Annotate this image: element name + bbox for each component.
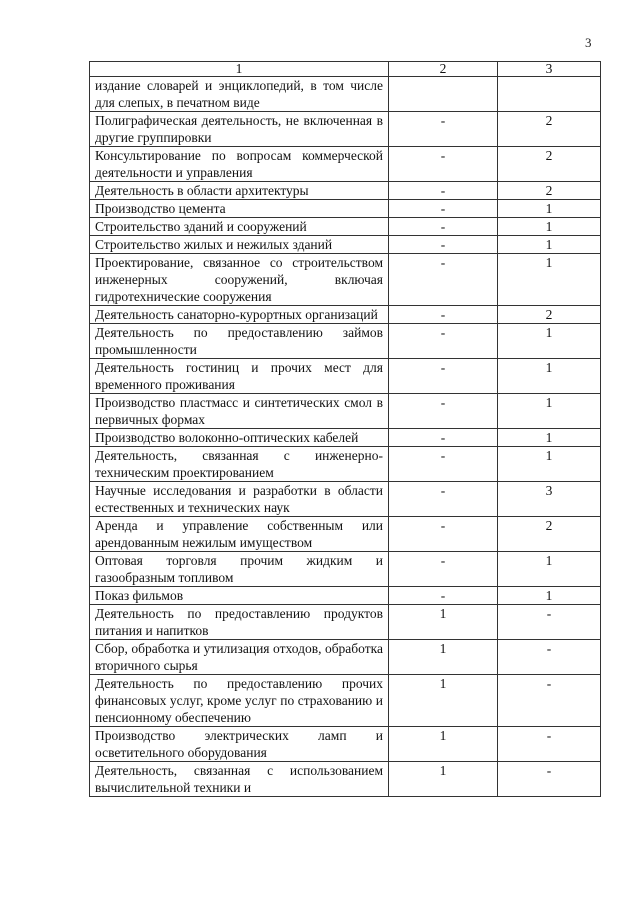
activity-name-cell: Научные исследования и разработки в области естественных и технических наук xyxy=(90,482,389,517)
column-2-value: - xyxy=(389,112,498,147)
column-header-1: 1 xyxy=(90,62,389,77)
table-row xyxy=(90,112,601,147)
table-row xyxy=(90,675,601,727)
column-3-value: 1 xyxy=(498,587,601,605)
activity-name-cell: Консультирование по вопросам коммерческой деятельности и управления xyxy=(90,147,389,182)
table-row xyxy=(90,359,601,394)
column-2-value xyxy=(389,77,498,112)
activity-name-cell: Деятельность санаторно-курортных организаций xyxy=(90,306,389,324)
activity-name-cell: Сбор, обработка и утилизация отходов, обработка вторичного сырья xyxy=(90,640,389,675)
table-row xyxy=(90,236,601,254)
column-3-value: - xyxy=(498,640,601,675)
table-row xyxy=(90,429,601,447)
column-3-value: - xyxy=(498,727,601,762)
column-2-value: - xyxy=(389,182,498,200)
column-3-value: 3 xyxy=(498,482,601,517)
column-2-value: - xyxy=(389,359,498,394)
column-2-value: 1 xyxy=(389,675,498,727)
table-row xyxy=(90,482,601,517)
column-3-value: - xyxy=(498,762,601,797)
table-row xyxy=(90,306,601,324)
column-2-value: 1 xyxy=(389,762,498,797)
activity-name-cell: Строительство жилых и нежилых зданий xyxy=(90,236,389,254)
table-row xyxy=(90,517,601,552)
table-row xyxy=(90,200,601,218)
column-3-value: 1 xyxy=(498,552,601,587)
table-row xyxy=(90,254,601,306)
table-row xyxy=(90,587,601,605)
column-3-value: 1 xyxy=(498,218,601,236)
table-row xyxy=(90,77,601,112)
table-row xyxy=(90,447,601,482)
activity-name-cell: Деятельность по предоставлению займов промышленности xyxy=(90,324,389,359)
column-3-value: - xyxy=(498,675,601,727)
column-2-value: 1 xyxy=(389,727,498,762)
table-row xyxy=(90,394,601,429)
table-row xyxy=(90,324,601,359)
activity-name-cell: Проектирование, связанное со строительством инженерных сооружений, включая гидротехнические сооружения xyxy=(90,254,389,306)
table-row xyxy=(90,762,601,797)
table-header-row xyxy=(90,62,601,77)
activity-name-cell: Деятельность, связанная с использованием вычислительной техники и xyxy=(90,762,389,797)
column-2-value: - xyxy=(389,587,498,605)
table-row xyxy=(90,218,601,236)
column-2-value: - xyxy=(389,552,498,587)
column-2-value: 1 xyxy=(389,640,498,675)
table-row xyxy=(90,605,601,640)
column-header-2: 2 xyxy=(389,62,498,77)
activity-name-cell: Деятельность по предоставлению продуктов питания и напитков xyxy=(90,605,389,640)
activity-name-cell: Деятельность в области архитектуры xyxy=(90,182,389,200)
column-2-value: - xyxy=(389,147,498,182)
column-2-value: - xyxy=(389,306,498,324)
table-row xyxy=(90,552,601,587)
column-2-value: - xyxy=(389,394,498,429)
column-2-value: 1 xyxy=(389,605,498,640)
table-row xyxy=(90,147,601,182)
table-row xyxy=(90,727,601,762)
activity-name-cell: Аренда и управление собственным или арендованным нежилым имуществом xyxy=(90,517,389,552)
activity-name-cell: Показ фильмов xyxy=(90,587,389,605)
activity-name-cell: Производство электрических ламп и осветительного оборудования xyxy=(90,727,389,762)
column-3-value: - xyxy=(498,605,601,640)
activity-name-cell: Деятельность, связанная с инженерно-техническим проектированием xyxy=(90,447,389,482)
activity-name-cell: Полиграфическая деятельность, не включенная в другие группировки xyxy=(90,112,389,147)
column-3-value xyxy=(498,77,601,112)
column-3-value: 1 xyxy=(498,429,601,447)
activity-name-cell: Деятельность гостиниц и прочих мест для временного проживания xyxy=(90,359,389,394)
column-3-value: 2 xyxy=(498,306,601,324)
column-3-value: 1 xyxy=(498,394,601,429)
column-2-value: - xyxy=(389,429,498,447)
column-2-value: - xyxy=(389,482,498,517)
activity-name-cell: Деятельность по предоставлению прочих финансовых услуг, кроме услуг по страхованию и пенсионному обеспечению xyxy=(90,675,389,727)
column-2-value: - xyxy=(389,447,498,482)
column-3-value: 1 xyxy=(498,359,601,394)
column-2-value: - xyxy=(389,200,498,218)
column-3-value: 1 xyxy=(498,254,601,306)
column-2-value: - xyxy=(389,218,498,236)
column-3-value: 2 xyxy=(498,517,601,552)
column-3-value: 2 xyxy=(498,147,601,182)
column-3-value: 2 xyxy=(498,112,601,147)
column-2-value: - xyxy=(389,254,498,306)
activity-name-cell: издание словарей и энциклопедий, в том числе для слепых, в печатном виде xyxy=(90,77,389,112)
column-2-value: - xyxy=(389,324,498,359)
column-3-value: 2 xyxy=(498,182,601,200)
activity-name-cell: Производство волоконно-оптических кабелей xyxy=(90,429,389,447)
column-2-value: - xyxy=(389,517,498,552)
column-3-value: 1 xyxy=(498,200,601,218)
column-3-value: 1 xyxy=(498,447,601,482)
table-row xyxy=(90,640,601,675)
activity-name-cell: Оптовая торговля прочим жидким и газообразным топливом xyxy=(90,552,389,587)
column-3-value: 1 xyxy=(498,236,601,254)
column-3-value: 1 xyxy=(498,324,601,359)
column-header-3: 3 xyxy=(498,62,601,77)
activity-name-cell: Строительство зданий и сооружений xyxy=(90,218,389,236)
table-row xyxy=(90,182,601,200)
activity-name-cell: Производство цемента xyxy=(90,200,389,218)
activity-table xyxy=(89,61,601,797)
activity-name-cell: Производство пластмасс и синтетических смол в первичных формах xyxy=(90,394,389,429)
page-number: 3 xyxy=(585,35,592,50)
column-2-value: - xyxy=(389,236,498,254)
